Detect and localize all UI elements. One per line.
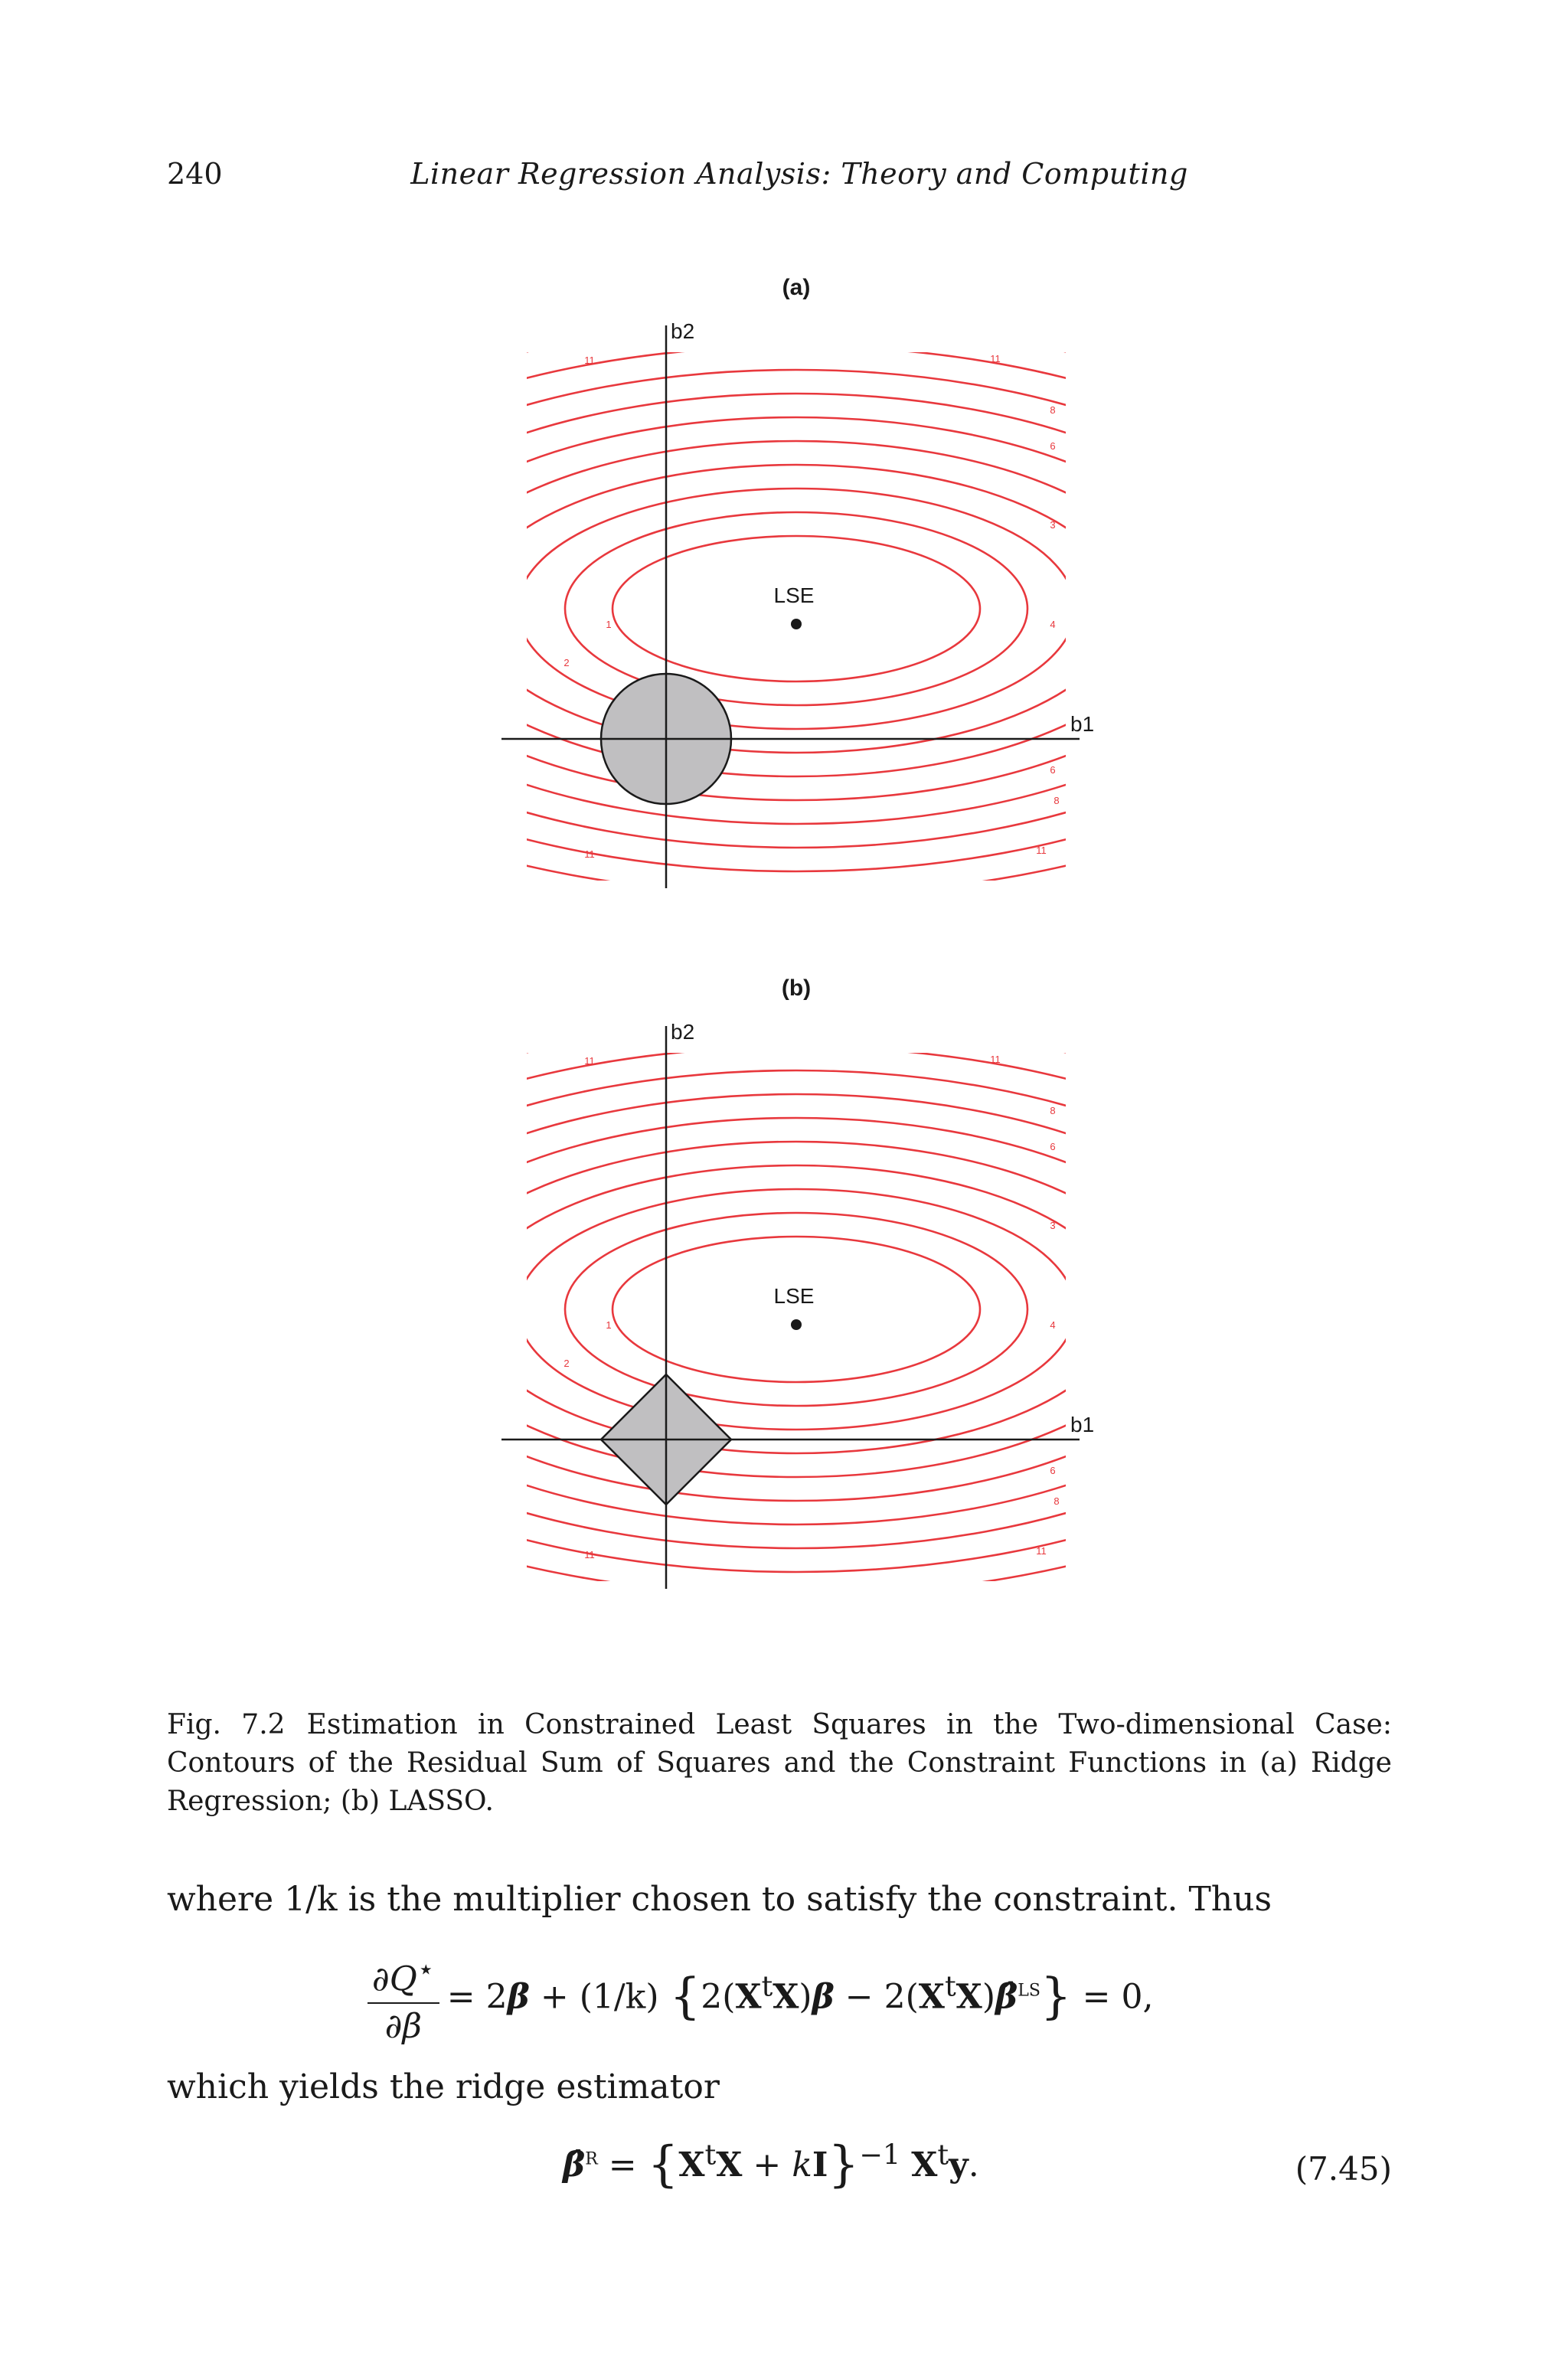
contour-line xyxy=(565,512,1027,705)
contour-level-label: 8 xyxy=(1054,795,1060,806)
contour-line xyxy=(0,109,1568,1109)
contour-level-label: 11 xyxy=(1036,845,1047,856)
contour-level-label: 3 xyxy=(1050,519,1056,531)
contour-level-label: 2 xyxy=(564,657,570,668)
contour-line xyxy=(233,1047,1360,1572)
contour-level-label: 11 xyxy=(990,1054,1001,1065)
contour-line xyxy=(90,275,1502,943)
contour-line xyxy=(138,999,1455,1619)
y-axis-label: b2 xyxy=(671,319,695,343)
panel-title: (b) xyxy=(781,975,812,1001)
contour-level-label: 6 xyxy=(1050,440,1056,452)
equation-derivative: $\frac{\partial Q^⋆}{\partial\beta}$ = 2β + (1/k) {$2(X^tX)\beta$ − $2(X^tX)\betâ^{LS}\} = 0$, xyxy=(368,1953,1153,2046)
lse-label: LSE xyxy=(773,1284,815,1308)
body-line-1: where 1/k is the multiplier chosen to satisfy the constraint. Thus xyxy=(167,1880,1272,1919)
contour-level-label: 8 xyxy=(1054,1495,1060,1507)
contour-level-label: 11 xyxy=(990,353,1001,364)
lse-point xyxy=(791,1319,802,1330)
contour-level-label: 6 xyxy=(1050,764,1056,776)
panel-b xyxy=(0,786,1568,1646)
page-number: 240 xyxy=(167,157,223,191)
contour-level-label: 11 xyxy=(1036,1545,1047,1557)
contour-level-label: 11 xyxy=(584,848,595,860)
lse-label: LSE xyxy=(773,583,815,607)
x-axis-label: b1 xyxy=(1070,1413,1095,1436)
contour-level-label: 8 xyxy=(1050,1105,1056,1116)
lse-point xyxy=(791,619,802,629)
contour-line xyxy=(328,1094,1265,1525)
contour-line xyxy=(185,322,1407,895)
running-title: Linear Regression Analysis: Theory and Computing xyxy=(410,157,1188,191)
contour-level-label: 4 xyxy=(1050,619,1056,630)
contour-line xyxy=(0,227,1568,990)
contour-level-label: 6 xyxy=(1050,1141,1056,1152)
fraction-denominator: ∂β xyxy=(384,2006,422,2046)
caption-text: Estimation in Constrained Least Squares in the Two-dimensional Case: Contours of the Residual Sum of Squares and the Constraint Functions in (a) Ridge Regression; (b) LASSO. xyxy=(167,1709,1392,1817)
contour-line xyxy=(43,251,1550,966)
contour-line xyxy=(423,441,1170,776)
contour-level-label: 11 xyxy=(584,1055,595,1067)
contour-line xyxy=(375,1118,1217,1501)
contour-level-label: 8 xyxy=(1050,404,1056,416)
contour-level-label: 6 xyxy=(1050,1465,1056,1476)
contour-group xyxy=(0,786,1568,1646)
contour-line xyxy=(138,299,1455,919)
contour-line xyxy=(0,204,1568,1014)
contour-line xyxy=(612,536,980,681)
contour-line xyxy=(0,180,1568,1038)
contour-line xyxy=(470,1165,1122,1453)
contour-level-label: 11 xyxy=(584,1549,595,1560)
contour-line xyxy=(328,394,1265,824)
contour-line xyxy=(0,904,1568,1646)
y-axis-label: b2 xyxy=(671,1020,695,1044)
equation-number: (7.45) xyxy=(1295,2150,1392,2188)
contour-line xyxy=(565,1213,1027,1406)
contour-level-label: 2 xyxy=(564,1358,570,1369)
panel-title: (a) xyxy=(782,275,811,300)
contour-line xyxy=(470,465,1122,753)
contour-line xyxy=(233,346,1360,871)
fraction-numerator: ∂Q⋆ xyxy=(368,1953,439,2004)
body-line-2: which yields the ridge estimator xyxy=(167,2067,720,2106)
equation-ridge-estimator: β̂$^R$ = $\{X^tX + kI\}^{-1}$ $X^ty$. xyxy=(563,2136,979,2193)
contour-level-label: 11 xyxy=(584,355,595,366)
contour-level-label: 1 xyxy=(606,619,612,630)
contour-line xyxy=(0,809,1568,1646)
contour-line xyxy=(185,1023,1407,1596)
contour-line xyxy=(518,489,1075,729)
fraction xyxy=(368,1953,439,2046)
contour-level-label: 3 xyxy=(1050,1220,1056,1231)
contour-line xyxy=(90,975,1502,1643)
contour-line xyxy=(423,1142,1170,1477)
contour-level-label: 4 xyxy=(1050,1319,1056,1331)
contour-line xyxy=(612,1237,980,1382)
figure-caption xyxy=(167,1706,1392,1821)
contour-level-label: 1 xyxy=(606,1319,612,1331)
contour-line xyxy=(0,786,1568,1646)
caption-label: Fig. 7.2 xyxy=(167,1709,286,1740)
contour-line xyxy=(375,417,1217,800)
x-axis-label: b1 xyxy=(1070,712,1095,736)
contour-line xyxy=(518,1189,1075,1430)
